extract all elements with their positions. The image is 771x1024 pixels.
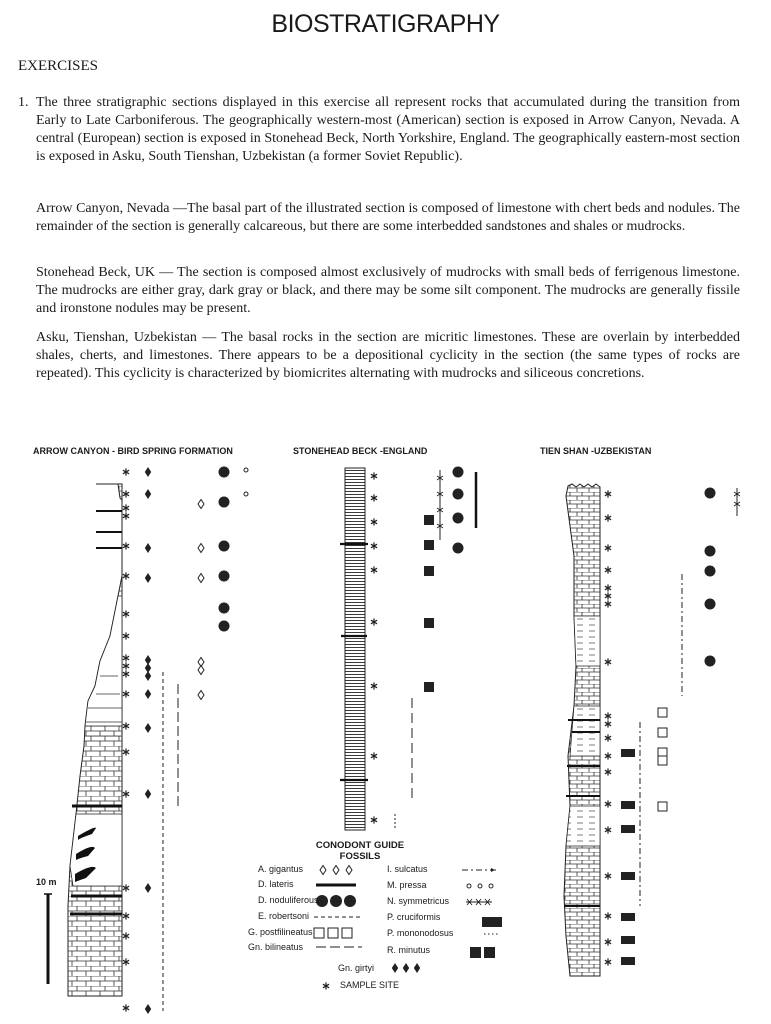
legend-item: E. robertsoni: [258, 911, 310, 921]
scale-label: 10 m: [36, 877, 57, 887]
sample-site-label: SAMPLE SITE: [340, 980, 400, 990]
section-heading: EXERCISES: [18, 58, 99, 74]
legend-item: M. pressa: [387, 880, 427, 890]
tienshan-column: [564, 484, 740, 976]
stonehead-column: [340, 467, 476, 831]
stratigraphic-figure: [0, 436, 771, 1024]
legend-item: G. postfilineatus: [248, 927, 313, 937]
asku-description: Asku, Tienshan, Uzbekistan — The basal rocks in the section are micritic limestones. These are overlain by interbedded shales, cherts, and limestones. There appears to be a depositional cyclicity in the section (the same types of rocks are repeated). This cyclicity is characterized by biomicrites alternating with mudrocks and siliceous concretions.: [36, 330, 740, 381]
stratigraphic-columns-drawing: [0, 436, 771, 1024]
arrow-canyon-label: ARROW CANYON - BIRD SPRING FORMATION: [33, 446, 233, 456]
arrow-canyon-description: Arrow Canyon, Nevada —The basal part of the illustrated section is composed of limestone with chert beds and nodules. The remainder of the section is generally calcareous, but there are some interbedded sandstones and shales or mudrocks.: [36, 201, 740, 234]
page-title: BIOSTRATIGRAPHY: [271, 10, 500, 38]
legend-item: I. sulcatus: [387, 864, 428, 874]
legend-item: P. cruciformis: [387, 912, 441, 922]
stonehead-label: STONEHEAD BECK -ENGLAND: [293, 446, 428, 456]
exercise-intro: The three stratigraphic sections displayed in this exercise all represent rocks that accumulated during the transition from Early to Late Carboniferous. The geographically western-most (American) section is exposed in Arrow Canyon, Nevada. A central (European) section is exposed in Stonehead Beck, North Yorkshire, England. The geographically eastern-most section is exposed in Asku, South Tienshan, Uzbekistan (a former Soviet Republic).: [36, 95, 740, 164]
legend-item: N. symmetricus: [387, 896, 450, 906]
legend-item: D. noduliferous: [258, 895, 319, 905]
legend-item: D. lateris: [258, 879, 294, 889]
legend-item: Gn. bilineatus: [248, 942, 304, 952]
legend-item: Gn. girtyi: [338, 963, 375, 973]
exercise-number: 1.: [18, 95, 29, 110]
exercise-1: [18, 94, 740, 166]
arrow-canyon-column: [44, 467, 248, 1015]
tienshan-label: TIEN SHAN -UZBEKISTAN: [540, 446, 652, 456]
legend-item: P. mononodosus: [387, 928, 454, 938]
stonehead-description: Stonehead Beck, UK — The section is composed almost exclusively of mudrocks with small beds of ferrigenous limestone. The mudrocks are either gray, dark gray or black, and there may be some silt component. The mudrocks are generally fissile and ironstone nodules may be present.: [36, 265, 740, 316]
legend-item: A. gigantus: [258, 864, 304, 874]
legend-title: [300, 840, 420, 862]
legend-title-line1: CONODONT GUIDE: [315, 840, 405, 851]
legend-item: R. minutus: [387, 945, 431, 955]
legend-title-line2: FOSSILS: [339, 851, 381, 862]
